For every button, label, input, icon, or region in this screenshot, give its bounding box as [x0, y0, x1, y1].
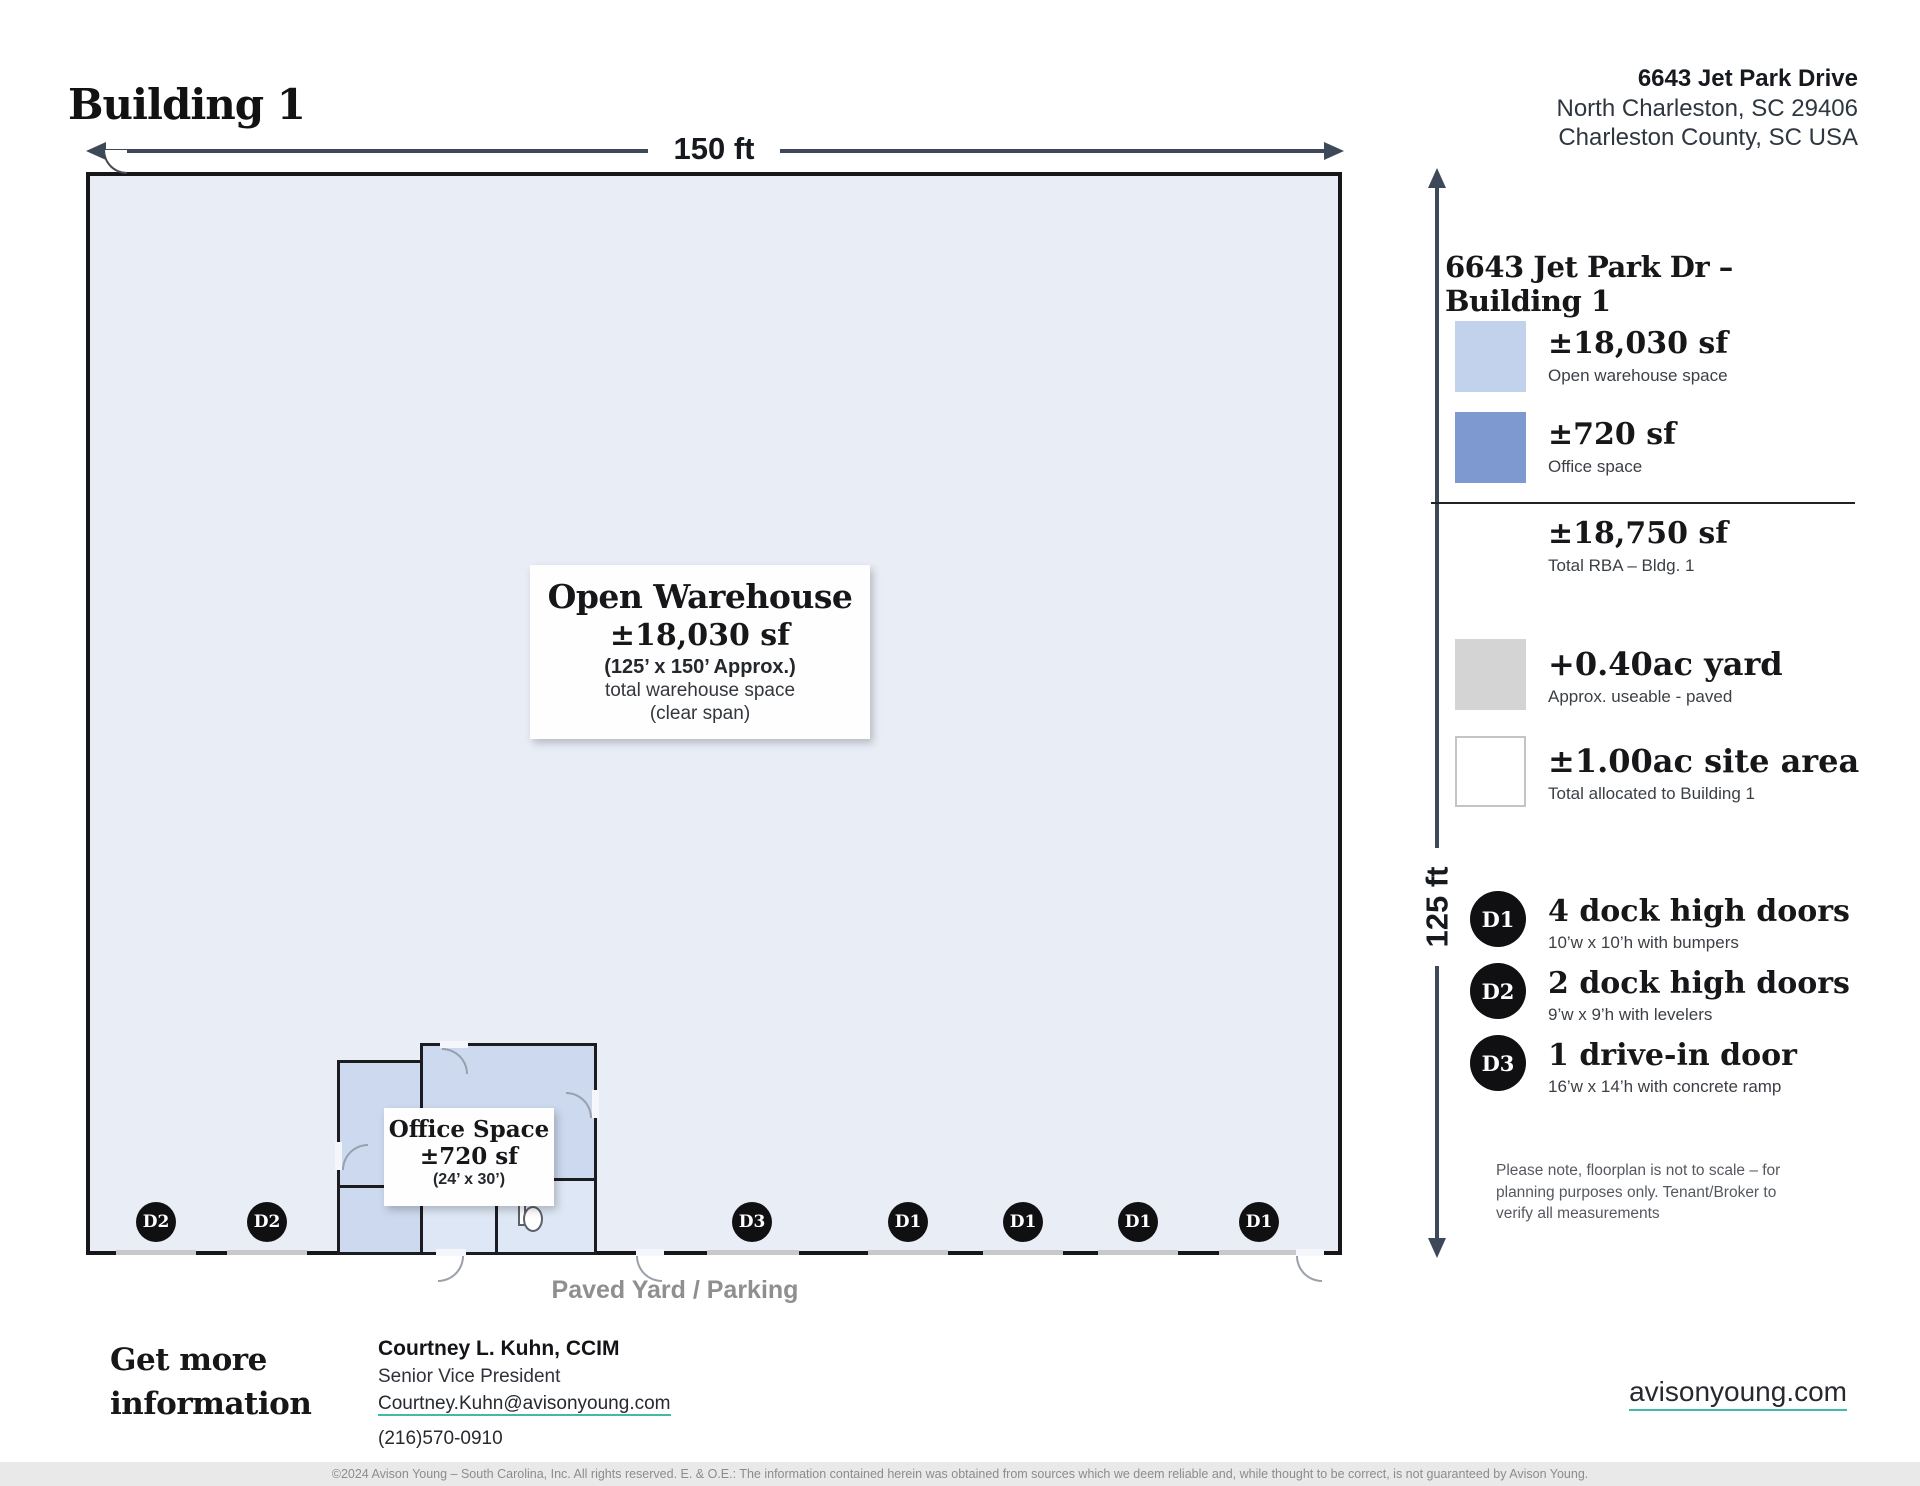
door-marker-d1: D1	[1239, 1202, 1279, 1242]
door-legend-desc: 10’w x 10’h with bumpers	[1548, 933, 1739, 952]
arrow-down-icon	[1428, 1238, 1446, 1258]
door-legend-title: 2 dock high doors	[1548, 966, 1850, 1001]
warehouse-desc-1: total warehouse space	[604, 680, 796, 701]
copyright-footer: ©2024 Avison Young – South Carolina, Inc. All rights reserved. E. & O.E.: The information contained herein was obtained from sources which we deem reliable and, while thought to be correct, is not guaranteed by Avison Young.	[0, 1462, 1920, 1486]
height-dimension-line	[1435, 176, 1439, 1252]
legend-value: ±1.00ac site area	[1548, 742, 1860, 780]
contact-name: Courtney L. Kuhn, CCIM	[378, 1337, 620, 1360]
toilet-icon	[523, 1206, 543, 1232]
warehouse-desc-2: (clear span)	[649, 703, 751, 724]
legend-value: ±18,030 sf	[1548, 326, 1729, 361]
website-link[interactable]: avisonyoung.com	[1629, 1376, 1847, 1411]
legend-swatch-warehouse	[1455, 321, 1526, 392]
door-legend-title: 1 drive-in door	[1548, 1038, 1797, 1073]
legend-swatch-office	[1455, 412, 1526, 483]
legend-desc: Approx. useable - paved	[1548, 687, 1733, 706]
door-marker-d1: D1	[1118, 1202, 1158, 1242]
height-dimension-label: 125 ft	[1396, 848, 1478, 966]
page-title: Building 1	[68, 80, 306, 129]
door-opening	[592, 1090, 599, 1118]
legend-desc: Office space	[1548, 457, 1643, 476]
door-opening	[436, 1249, 466, 1256]
office-label-card	[384, 1108, 554, 1206]
door-opening	[1296, 1249, 1324, 1256]
legend-total-value: ±18,750 sf	[1548, 516, 1729, 551]
legend-desc: Total allocated to Building 1	[1548, 784, 1755, 803]
legend-swatch-yard	[1455, 639, 1526, 710]
arrow-right-icon	[1324, 142, 1344, 160]
corner-door-arc	[103, 150, 127, 174]
contact-email-link[interactable]: Courtney.Kuhn@avisonyoung.com	[378, 1393, 671, 1414]
office-title: Office Space	[388, 1116, 550, 1143]
office-size: ±720 sf	[419, 1143, 519, 1170]
door-opening	[335, 1142, 342, 1170]
door-legend-desc: 16’w x 14’h with concrete ramp	[1548, 1077, 1782, 1096]
door-swing-arc	[1296, 1256, 1322, 1282]
door-marker-d2: D2	[136, 1202, 176, 1242]
door-opening	[636, 1249, 664, 1256]
drivein-door-opening	[707, 1250, 799, 1255]
legend-divider	[1431, 502, 1855, 504]
dock-door-opening	[116, 1250, 196, 1255]
warehouse-dims: (125’ x 150’ Approx.)	[604, 656, 796, 678]
door-marker-d3: D3	[732, 1202, 772, 1242]
dock-door-opening	[1219, 1250, 1299, 1255]
dock-door-opening	[868, 1250, 948, 1255]
dock-door-opening	[983, 1250, 1063, 1255]
address-line1: 6643 Jet Park Drive	[1637, 65, 1858, 92]
door-marker-d1: D1	[888, 1202, 928, 1242]
width-dimension-label: 150 ft	[648, 128, 780, 170]
legend-value: +0.40ac yard	[1548, 645, 1783, 683]
legend-total-desc: Total RBA – Bldg. 1	[1548, 556, 1695, 575]
door-marker-d2: D2	[247, 1202, 287, 1242]
office-dims: (24’ x 30’)	[432, 1171, 506, 1188]
door-opening	[440, 1041, 468, 1048]
door-legend-title: 4 dock high doors	[1548, 894, 1850, 929]
legend-swatch-site	[1455, 736, 1526, 807]
legend-badge-d1: D1	[1470, 891, 1526, 947]
dock-door-opening	[227, 1250, 307, 1255]
legend-value: ±720 sf	[1548, 417, 1676, 452]
warehouse-size: ±18,030 sf	[609, 618, 791, 653]
legend-heading: 6643 Jet Park Dr – Building 1	[1445, 250, 1733, 318]
property-address	[1557, 64, 1859, 153]
door-marker-d1: D1	[1003, 1202, 1043, 1242]
door-legend-desc: 9’w x 9’h with levelers	[1548, 1005, 1713, 1024]
contact-block	[378, 1338, 671, 1448]
address-line2: North Charleston, SC 29406	[1556, 94, 1858, 122]
get-more-info-heading: Get more information	[110, 1342, 312, 1423]
address-line3: Charleston County, SC USA	[1558, 124, 1858, 152]
paved-yard-label: Paved Yard / Parking	[551, 1276, 799, 1304]
legend-desc: Open warehouse space	[1548, 366, 1728, 385]
warehouse-title: Open Warehouse	[547, 577, 853, 616]
contact-role: Senior Vice President	[378, 1366, 561, 1387]
legend-badge-d3: D3	[1470, 1035, 1526, 1091]
arrow-up-icon	[1428, 168, 1446, 188]
disclaimer-note: Please note, floorplan is not to scale – for planning purposes only. Tenant/Broker to verify all measurements	[1496, 1162, 1781, 1223]
dock-door-opening	[1098, 1250, 1178, 1255]
contact-phone: (216)570-0910	[378, 1428, 503, 1449]
warehouse-label-card	[530, 565, 870, 739]
legend-badge-d2: D2	[1470, 963, 1526, 1019]
